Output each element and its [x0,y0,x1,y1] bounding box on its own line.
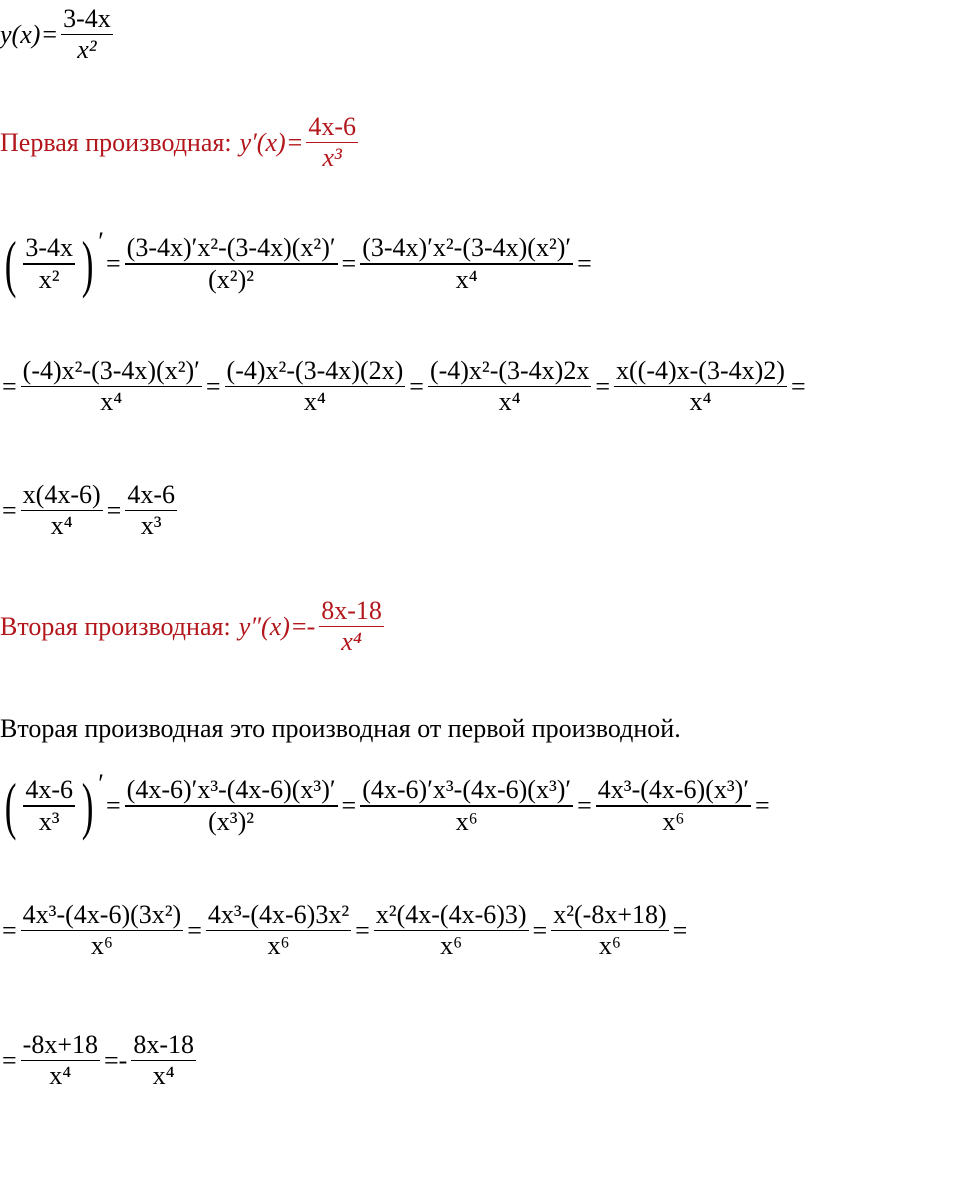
equals-sign: = [2,495,17,525]
equals-sign: = [595,371,611,401]
fraction-numerator: x(4x-6) [22,480,101,509]
fraction-numerator: 8x-18 [133,1030,194,1059]
equals-sign: = [341,791,357,820]
function-numerator: 3-4x [63,4,111,33]
fraction-numerator: (-4)x²-(3-4x)(2x) [226,356,404,385]
fraction [551,900,668,961]
second-steps-row-3 [0,1030,198,1091]
fraction [21,356,202,417]
prime-mark: ′ [98,769,104,798]
fraction-numerator: (-4)x²-(3-4x)2x [429,356,590,385]
fraction [360,233,573,294]
right-paren: ) [81,770,94,841]
fraction [225,356,406,417]
fraction [428,356,591,417]
first-derivative-denominator: x³ [322,143,342,173]
first-derivative-lhs: y′(x) [239,127,286,157]
second-derivative-fraction [319,596,384,657]
equals-sign: = [287,127,303,157]
second-derivative-heading [0,596,386,657]
equals-sign: = [672,915,688,945]
right-paren: ) [81,228,94,299]
explanatory-note: Вторая производная это производная от первой производной. [0,714,681,743]
fraction-numerator: (4x-6)′x³-(4x-6)(x³)′ [362,775,572,805]
equals-sign: = [790,371,806,401]
fraction [374,900,529,961]
fraction-denominator: x⁴ [303,387,326,417]
fraction-denominator: x² [38,264,60,294]
first-derivative-heading [0,112,360,173]
first-steps-row-1 [0,227,594,299]
fraction [131,1030,196,1091]
function-definition [0,4,115,65]
equals-sign: = [105,249,121,278]
first-steps-row-2 [0,356,808,417]
fraction-numerator: 4x³-(4x-6)3x² [207,900,350,929]
function-fraction [61,4,113,65]
fraction-denominator: x³ [38,806,60,836]
left-paren: ( [4,228,17,299]
equals-sign: = [2,915,17,945]
equals-sign: = [42,19,58,49]
second-derivative-lhs: y″(x) [238,611,290,641]
equals-sign: = [105,791,121,820]
second-derivative-denominator: x⁴ [341,627,362,657]
fraction-denominator: x⁶ [440,931,463,961]
fraction-denominator: x⁴ [455,264,478,294]
fraction-numerator: 4x³-(4x-6)(3x²) [22,900,182,929]
equals-sign: = [577,791,592,820]
fraction-numerator: (3-4x)′x²-(3-4x)(x²)′ [362,233,572,263]
left-paren: ( [4,770,17,841]
fraction-numerator: 4x³-(4x-6)(x³)′ [597,775,750,805]
fraction-denominator: x⁴ [50,511,73,541]
second-steps-row-2 [0,900,689,961]
equals-sign: = [577,249,592,278]
fraction-denominator: x³ [140,511,162,541]
fraction-denominator: x⁶ [267,931,290,961]
fraction-denominator: x⁴ [100,387,123,417]
fraction-numerator: (-4)x²-(3-4x)(x²)′ [22,356,200,385]
fraction-numerator: x²(-8x+18) [553,900,667,929]
equals-sign: = [2,371,17,401]
fraction-numerator: 4x-6 [127,480,175,509]
fraction [206,900,351,961]
fraction-denominator: x⁴ [49,1061,72,1091]
equals-sign: = [355,915,370,945]
fraction-denominator: x⁴ [152,1061,175,1091]
equals-sign: = [106,495,122,525]
fraction [596,775,751,836]
fraction [23,233,75,294]
equals-sign: = [341,249,357,278]
equals-sign: = [409,371,424,401]
fraction-numerator: (4x-6)′x³-(4x-6)(x³)′ [126,775,336,805]
fraction [21,1030,100,1091]
fraction-denominator: x⁶ [598,931,621,961]
equals-sign: =- [104,1045,128,1075]
first-derivative-fraction [306,112,358,173]
fraction-numerator: (3-4x)′x²-(3-4x)(x²)′ [126,233,336,263]
prime-mark: ′ [98,227,104,256]
fraction [125,233,338,294]
fraction [23,775,75,836]
fraction-denominator: x⁴ [498,387,521,417]
fraction [125,775,338,836]
first-steps-row-3 [0,480,179,541]
equals-sign: = [2,1045,17,1075]
function-lhs: y(x) [0,19,41,49]
fraction [360,775,573,836]
fraction-denominator: (x²)² [208,264,255,294]
equals-sign: = [755,791,770,820]
function-denominator: x² [77,35,97,65]
fraction [125,480,177,541]
first-derivative-numerator: 4x-6 [308,112,356,141]
fraction [21,900,184,961]
equals-sign: = [187,915,202,945]
second-derivative-label: Вторая производная: [0,611,231,641]
fraction-denominator: (x³)² [208,806,255,836]
fraction-numerator: 4x-6 [25,775,73,805]
fraction [614,356,787,417]
first-derivative-label: Первая производная: [0,127,232,157]
fraction-denominator: x⁶ [90,931,113,961]
fraction-denominator: x⁶ [455,806,478,836]
fraction-denominator: x⁶ [662,806,685,836]
fraction-numerator: -8x+18 [22,1030,98,1059]
second-derivative-numerator: 8x-18 [321,596,382,625]
fraction [21,480,103,541]
fraction-numerator: x((-4)x-(3-4x)2) [616,356,785,385]
fraction-numerator: x²(4x-(4x-6)3) [375,900,527,929]
equals-sign: = [532,915,548,945]
equals-minus-sign: =- [291,611,316,641]
fraction-numerator: 3-4x [25,233,73,263]
second-steps-row-1 [0,769,772,841]
equals-sign: = [205,371,221,401]
fraction-denominator: x⁴ [689,387,712,417]
